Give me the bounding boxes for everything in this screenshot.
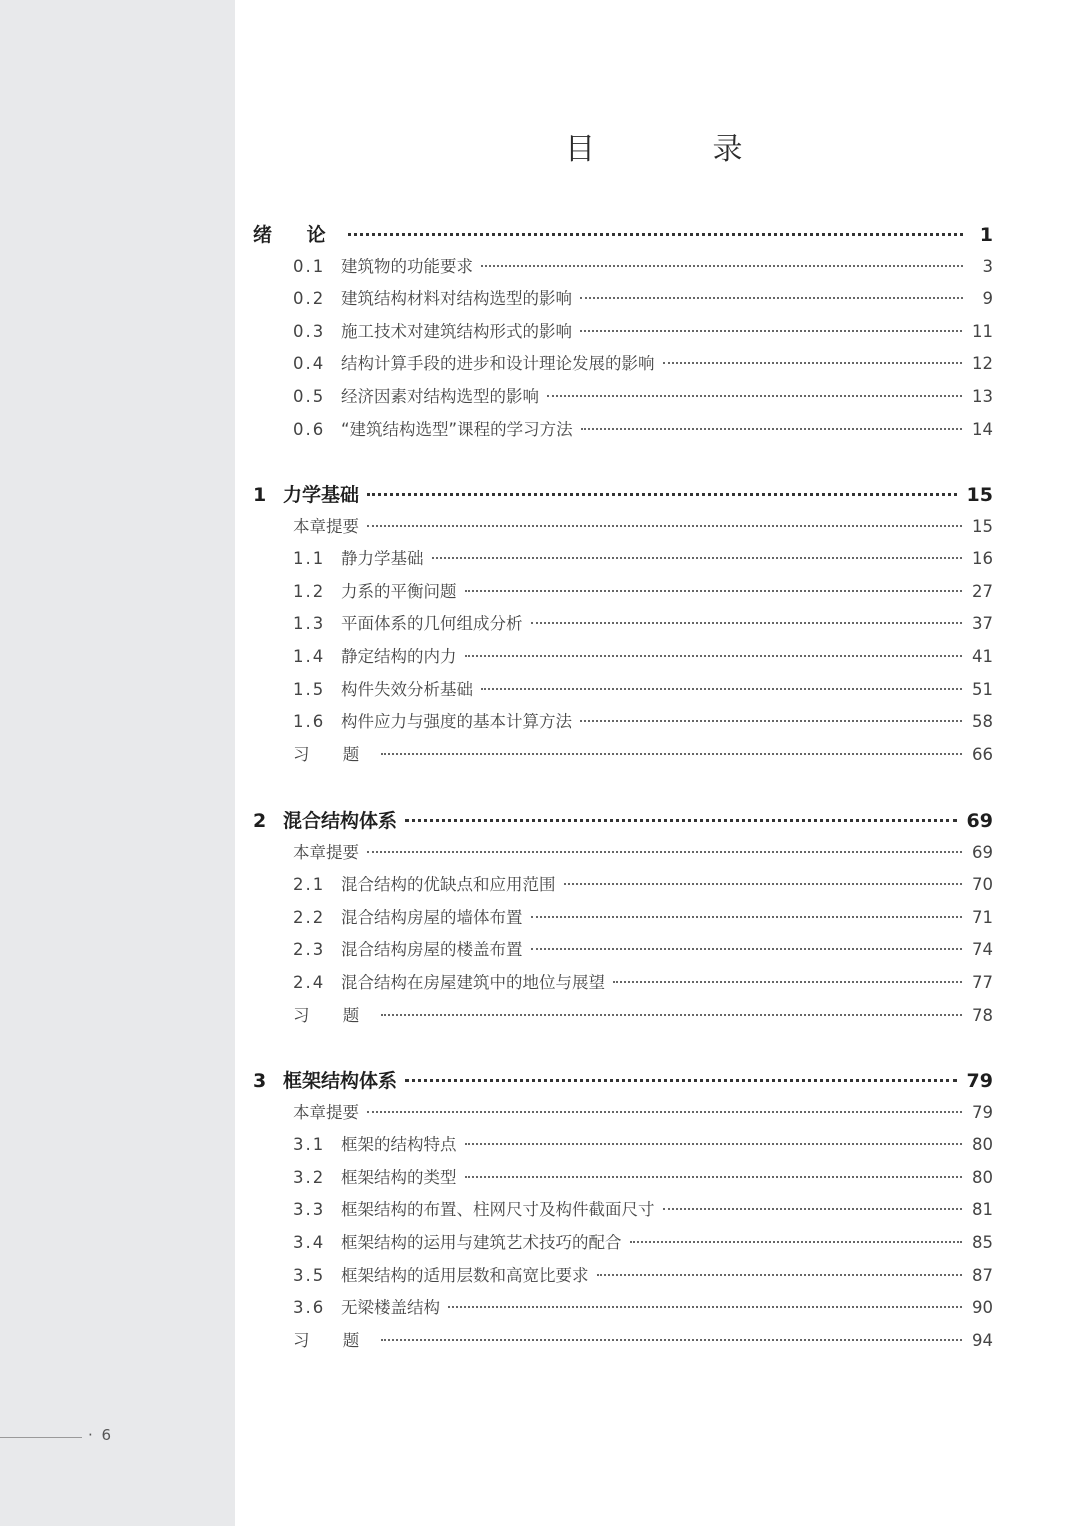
chapter-page-number: 79	[966, 1070, 993, 1092]
entry-title: 框架结构的运用与建筑艺术技巧的配合	[341, 1233, 622, 1252]
toc-entry-row	[293, 513, 993, 543]
dot-leader	[581, 428, 962, 430]
toc-entry-row	[293, 1002, 993, 1032]
entry-title: 混合结构房屋的墙体布置	[341, 907, 523, 927]
entry-page-number: 74	[972, 940, 993, 960]
entry-number: 0.6	[293, 419, 326, 439]
entry-title: 混合结构的优缺点和应用范围	[341, 875, 556, 895]
chapter-number: 3	[253, 1070, 267, 1092]
toc-entry-row	[293, 936, 993, 966]
dot-leader	[481, 265, 963, 267]
toc-entry-row	[293, 839, 993, 869]
entry-title: 本章提要	[293, 842, 359, 862]
dot-leader	[381, 1339, 962, 1341]
entry-page-number: 87	[972, 1265, 993, 1285]
dot-leader	[564, 883, 963, 885]
dot-leader	[405, 819, 957, 822]
dot-leader	[381, 753, 962, 755]
toc-entry-row	[293, 383, 993, 413]
dot-leader	[531, 916, 963, 918]
entry-title: 框架结构的布置、柱网尺寸及构件截面尺寸	[341, 1200, 655, 1220]
entry-page-number: 12	[972, 354, 993, 374]
entry-title: 结构计算手段的进步和设计理论发展的影响	[341, 354, 655, 374]
dot-leader	[481, 688, 962, 690]
entry-title: “建筑结构选型”课程的学习方法	[341, 419, 573, 439]
toc-entry-row	[293, 416, 993, 446]
entry-page-number: 15	[972, 516, 993, 536]
chapter-page-number: 1	[979, 224, 993, 246]
toc-entry-row	[293, 1294, 993, 1324]
dot-leader	[531, 622, 963, 624]
toc-entry-row	[293, 610, 993, 640]
dot-leader	[465, 655, 963, 657]
dot-leader	[663, 362, 963, 364]
dot-leader	[630, 1241, 963, 1243]
entry-number: 1.3	[293, 614, 326, 634]
entry-title: 建筑结构材料对结构选型的影响	[341, 289, 572, 309]
entry-page-number: 70	[972, 875, 993, 895]
entry-number: 0.4	[293, 354, 326, 374]
dot-leader	[367, 525, 962, 527]
entry-number: 1.5	[293, 679, 326, 699]
dot-leader	[663, 1208, 963, 1210]
toc-entry-row	[293, 1164, 993, 1194]
entry-title: 习 题	[293, 1005, 374, 1025]
chapter-title: 力学基础	[283, 484, 360, 506]
toc-entry-row	[293, 969, 993, 999]
entry-page-number: 90	[972, 1298, 993, 1318]
chapter-title: 框架结构体系	[283, 1070, 398, 1092]
toc-entry-row	[293, 318, 993, 348]
entry-number: 1.2	[293, 581, 326, 601]
entry-title: 构件应力与强度的基本计算方法	[341, 712, 572, 732]
entry-number: 2.3	[293, 940, 326, 960]
dot-leader	[367, 1111, 962, 1113]
entry-title: 习 题	[293, 1330, 374, 1350]
entry-title: 构件失效分析基础	[341, 679, 473, 699]
entry-page-number: 81	[972, 1200, 993, 1220]
dot-leader	[465, 1176, 963, 1178]
entry-number: 3.3	[293, 1200, 326, 1220]
dot-leader	[613, 981, 962, 983]
entry-number: 3.4	[293, 1233, 326, 1252]
entry-title: 本章提要	[293, 516, 359, 536]
dot-leader	[531, 948, 963, 950]
toc-entry-row	[293, 1327, 993, 1357]
entry-title: 平面体系的几何组成分析	[341, 614, 523, 634]
entry-page-number: 78	[972, 1005, 993, 1025]
entry-page-number: 27	[972, 581, 993, 601]
entry-title: 框架的结构特点	[341, 1135, 457, 1155]
chapter-title: 绪 论	[253, 224, 340, 246]
entry-page-number: 79	[972, 1102, 993, 1122]
toc-entry-row	[293, 1262, 993, 1292]
toc-entry-row	[293, 1229, 993, 1259]
toc-entry-row	[293, 676, 993, 706]
entry-page-number: 16	[972, 549, 993, 569]
toc-entry-row	[293, 1099, 993, 1129]
entry-number: 0.3	[293, 321, 326, 341]
entry-page-number: 58	[972, 712, 993, 732]
entry-page-number: 9	[982, 289, 993, 309]
entry-number: 0.2	[293, 289, 326, 309]
entry-title: 经济因素对结构选型的影响	[341, 387, 539, 406]
entry-title: 框架结构的适用层数和高宽比要求	[341, 1265, 589, 1285]
dot-leader	[367, 493, 957, 496]
entry-page-number: 80	[972, 1135, 993, 1155]
toc-chapter-row	[253, 480, 993, 510]
toc-entry-row	[293, 1196, 993, 1226]
entry-page-number: 11	[972, 321, 993, 341]
dot-leader	[547, 395, 962, 397]
dot-leader	[580, 330, 962, 332]
chapter-page-number: 69	[966, 810, 993, 832]
toc-entry-row	[293, 904, 993, 934]
entry-page-number: 77	[972, 973, 993, 992]
toc-entry-row	[293, 350, 993, 380]
entry-number: 2.2	[293, 907, 326, 927]
dot-leader	[405, 1079, 957, 1082]
entry-number: 0.5	[293, 387, 326, 406]
entry-page-number: 94	[972, 1330, 993, 1350]
entry-title: 本章提要	[293, 1102, 359, 1122]
entry-page-number: 51	[972, 679, 993, 699]
entry-number: 2.4	[293, 973, 326, 992]
entry-title: 力系的平衡问题	[341, 581, 457, 601]
dot-leader	[448, 1306, 962, 1308]
dot-leader	[597, 1274, 963, 1276]
entry-title: 框架结构的类型	[341, 1167, 457, 1187]
toc-entry-row	[293, 871, 993, 901]
dot-leader	[465, 1143, 963, 1145]
folio-rule	[0, 1437, 82, 1438]
entry-page-number: 3	[982, 256, 993, 276]
entry-page-number: 41	[972, 647, 993, 666]
entry-title: 建筑物的功能要求	[341, 256, 473, 276]
chapter-title: 混合结构体系	[283, 810, 398, 832]
toc-entry-row	[293, 578, 993, 608]
entry-page-number: 13	[972, 387, 993, 406]
entry-title: 习 题	[293, 744, 374, 764]
entry-page-number: 66	[972, 744, 993, 764]
side-margin-band	[0, 0, 235, 1526]
entry-number: 2.1	[293, 875, 326, 895]
entry-number: 1.4	[293, 647, 326, 666]
entry-number: 3.6	[293, 1298, 326, 1318]
entry-page-number: 71	[972, 907, 993, 927]
page-number: · 6	[88, 1426, 114, 1444]
toc-entry-row	[293, 545, 993, 575]
toc-chapter-row	[253, 1066, 993, 1096]
toc-entry-row	[293, 285, 993, 315]
entry-page-number: 37	[972, 614, 993, 634]
entry-title: 施工技术对建筑结构形式的影响	[341, 321, 572, 341]
entry-page-number: 80	[972, 1167, 993, 1187]
chapter-number: 2	[253, 810, 267, 832]
dot-leader	[432, 557, 963, 559]
entry-number: 0.1	[293, 256, 326, 276]
toc-entry-row	[293, 741, 993, 771]
toc-chapter-row	[253, 806, 993, 836]
dot-leader	[367, 851, 962, 853]
entry-page-number: 85	[972, 1233, 993, 1252]
toc-entry-row	[293, 643, 993, 673]
dot-leader	[580, 720, 962, 722]
entry-title: 静定结构的内力	[341, 647, 457, 666]
chapter-page-number: 15	[966, 484, 993, 506]
page-title: 目 录	[565, 132, 797, 167]
dot-leader	[381, 1014, 962, 1016]
entry-title: 无梁楼盖结构	[341, 1298, 440, 1318]
dot-leader	[348, 233, 963, 236]
dot-leader	[580, 297, 963, 299]
entry-number: 1.6	[293, 712, 326, 732]
entry-number: 3.5	[293, 1265, 326, 1285]
entry-title: 混合结构房屋的楼盖布置	[341, 940, 523, 960]
entry-number: 3.2	[293, 1167, 326, 1187]
entry-number: 3.1	[293, 1135, 326, 1155]
toc-entry-row	[293, 253, 993, 283]
entry-number: 1.1	[293, 549, 326, 569]
entry-page-number: 14	[972, 419, 993, 439]
entry-title: 静力学基础	[341, 549, 424, 569]
toc-entry-row	[293, 708, 993, 738]
toc-entry-row	[293, 1131, 993, 1161]
toc-chapter-row	[253, 220, 993, 250]
entry-title: 混合结构在房屋建筑中的地位与展望	[341, 973, 605, 992]
chapter-number: 1	[253, 484, 267, 506]
entry-page-number: 69	[972, 842, 993, 862]
dot-leader	[465, 590, 963, 592]
